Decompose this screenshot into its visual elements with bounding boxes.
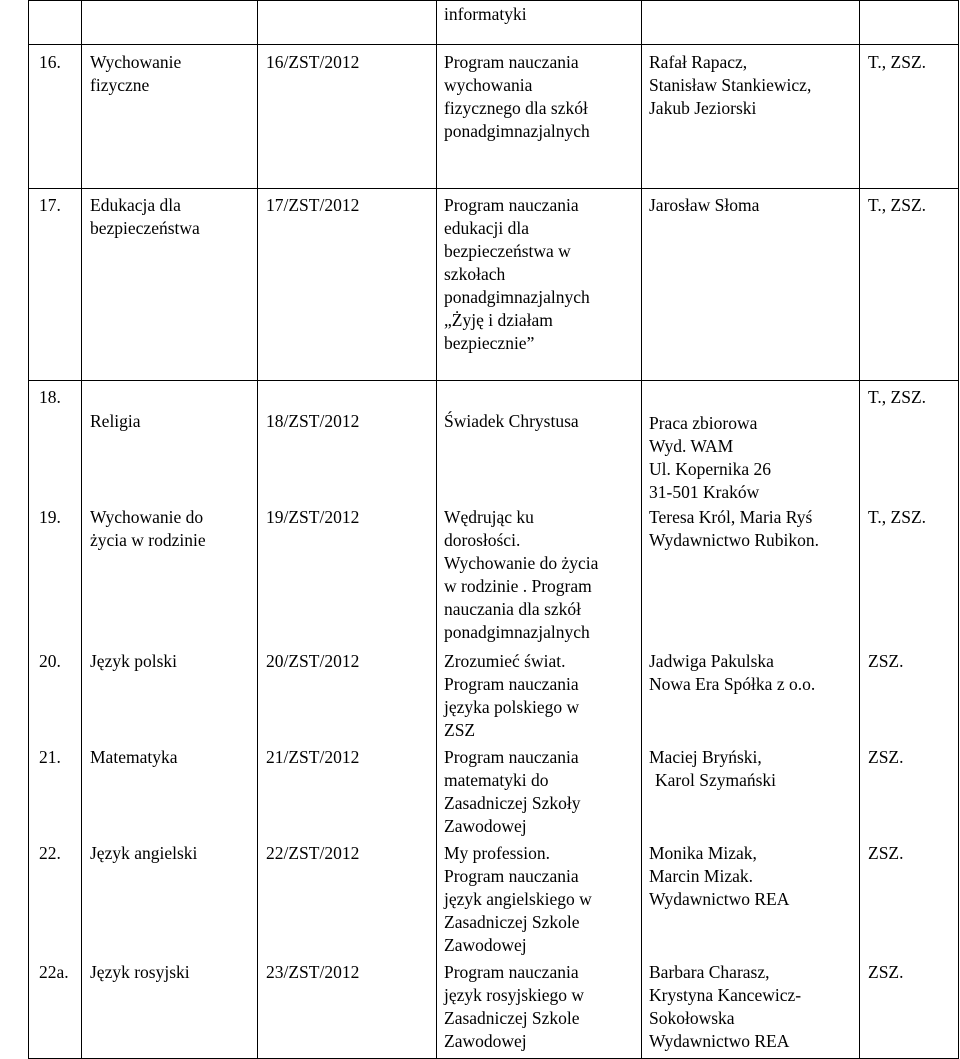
row-number: 20. [39,651,61,671]
program-number: 18/ZST/2012 [266,411,360,431]
school-type: T., ZSZ. [868,195,927,215]
program-number: 21/ZST/2012 [266,747,360,767]
program-number: 17/ZST/2012 [266,195,360,215]
subject-cell: Wychowanie fizyczne [90,52,182,95]
row-number: 17. [39,195,61,215]
author-cell: Teresa Król, Maria Ryś Wydawnictwo Rubikon. [649,507,820,550]
program-title: Program nauczania wychowania fizycznego dla szkół ponadgimnazjalnych [444,52,590,141]
row-number: 22. [39,843,61,863]
program-title: My profession. Program nauczania język angielskiego w Zasadniczej Szkole Zawodowej [444,843,592,955]
program-number: 19/ZST/2012 [266,507,360,527]
program-title: Program nauczania matematyki do Zasadniczej Szkoły Zawodowej [444,747,581,836]
program-number: 20/ZST/2012 [266,651,360,671]
subject-cell: Wychowanie do życia w rodzinie [90,507,206,550]
program-title: Wędrując ku dorosłości. Wychowanie do życia w rodzinie . Program nauczania dla szkół ponadgimnazjalnych [444,507,599,642]
program-number: 22/ZST/2012 [266,843,360,863]
school-type: ZSZ. [868,843,904,863]
school-type: T., ZSZ. [868,52,927,72]
school-type: ZSZ. [868,651,904,671]
subject-cell: Matematyka [90,747,178,767]
school-type: ZSZ. [868,962,904,982]
school-type: T., ZSZ. [868,507,927,527]
author-cell: Barbara Charasz, Krystyna Kancewicz- Sokołowska Wydawnictwo REA [649,962,802,1051]
program-title: Program nauczania język rosyjskiego w Zasadniczej Szkole Zawodowej [444,962,584,1051]
row-number: 21. [39,747,61,767]
program-number: 23/ZST/2012 [266,962,360,982]
subject-cell: Język rosyjski [90,962,190,982]
subject-cell: Edukacja dla bezpieczeństwa [90,195,200,238]
subject-cell: Język polski [90,651,178,671]
school-type: T., ZSZ. [868,387,927,407]
fragment-text: informatyki [444,4,527,24]
school-type: ZSZ. [868,747,904,767]
row-number: 22a. [39,962,69,982]
author-cell: Monika Mizak, Marcin Mizak. Wydawnictwo REA [649,843,790,909]
author-cell: Maciej Bryński, Karol Szymański [649,747,777,790]
row-number: 19. [39,507,61,527]
subject-cell: Religia [90,411,141,431]
author-cell: Praca zbiorowa Wyd. WAM Ul. Kopernika 26 31-501 Kraków [649,413,771,502]
program-number: 16/ZST/2012 [266,52,360,72]
row-number: 16. [39,52,61,72]
program-title: Program nauczania edukacji dla bezpieczeństwa w szkołach ponadgimnazjalnych „Żyję i działam bezpiecznie” [444,195,590,353]
author-cell: Jarosław Słoma [649,195,760,215]
row-number: 18. [39,387,61,407]
program-title: Świadek Chrystusa [444,411,579,431]
author-cell: Rafał Rapacz, Stanisław Stankiewicz, Jakub Jeziorski [649,52,812,118]
program-title: Zrozumieć świat. Program nauczania języka polskiego w ZSZ [444,651,580,740]
author-cell: Jadwiga Pakulska Nowa Era Spółka z o.o. [649,651,816,694]
subject-cell: Język angielski [90,843,198,863]
